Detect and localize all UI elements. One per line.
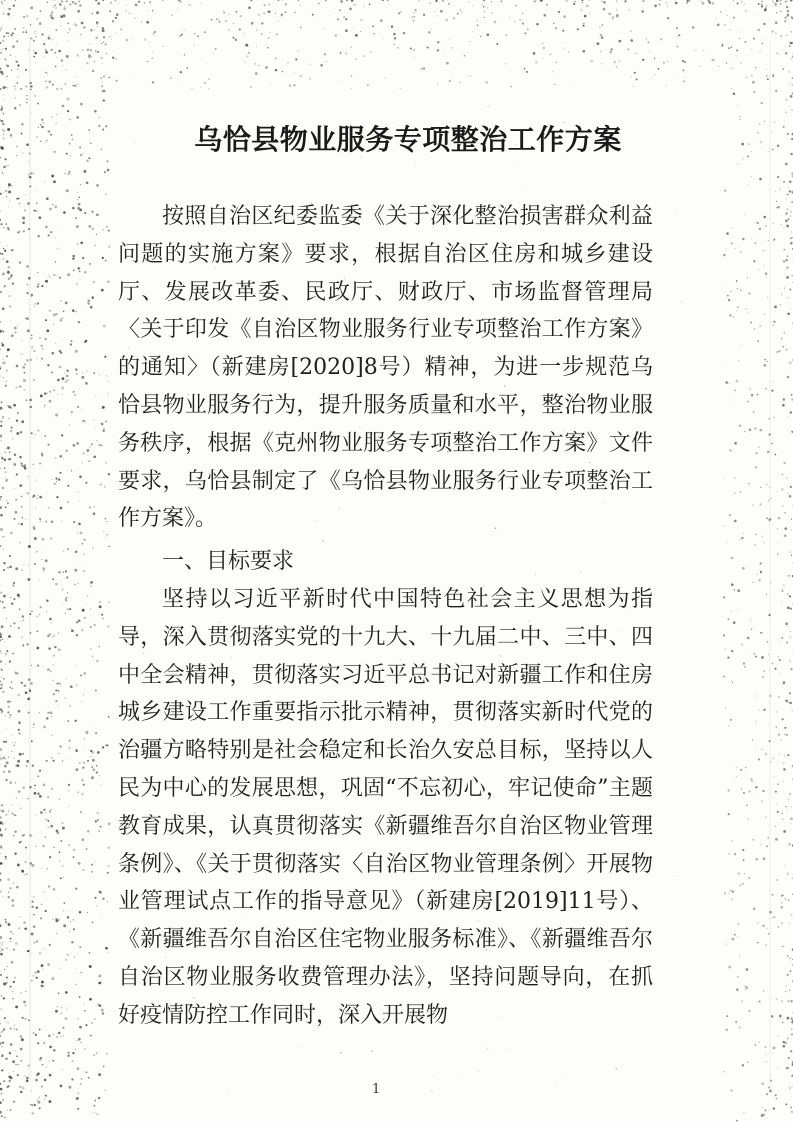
page-number: 1 — [372, 1082, 381, 1097]
paragraph-goals: 坚持以习近平新时代中国特色社会主义思想为指导，深入贯彻落实党的十九大、十九届二中、三中、四中全会精神，贯彻落实习近平总书记对新疆工作和住房城乡建设工作重要指示批示精神，贯彻落实新时代党的治疆方略特别是社会稳定和长治久安总目标，坚持以人民为中心的发展思想，巩固“不忘初心，牢记使命”主题教育成果，认真贯彻落实《新疆维吾尔自治区物业管理条例》、《关于贯彻落实〈自治区物业管理条例〉开展物业管理试点工作的指导意见》（新建房[2019]11号）、《新疆维吾尔自治区住宅物业服务标准》、《新疆维吾尔自治区物业服务收费管理办法》，坚持问题导向，在抓好疫情防控工作同时，深入开展物 — [118, 587, 653, 1028]
document-title: 乌恰县物业服务专项整治工作方案 — [194, 123, 622, 156]
paragraph-intro: 按照自治区纪委监委《关于深化整治损害群众利益问题的实施方案》要求，根据自治区住房和城乡建设厅、发展改革委、民政厅、财政厅、市场监督管理局〈关于印发《自治区物业服务行业专项整治工作方案》的通知〉（新建房[2020]8号）精神，为进一步规范乌恰县物业服务行为，提升服务质量和水平，整治物业服务秩序，根据《克州物业服务专项整治工作方案》文件要求，乌恰县制定了《乌恰县物业服务行业专项整治工作方案》。 — [118, 204, 653, 532]
section-heading-goals: 一、目标要求 — [162, 549, 295, 574]
document-body — [118, 0, 678, 1122]
